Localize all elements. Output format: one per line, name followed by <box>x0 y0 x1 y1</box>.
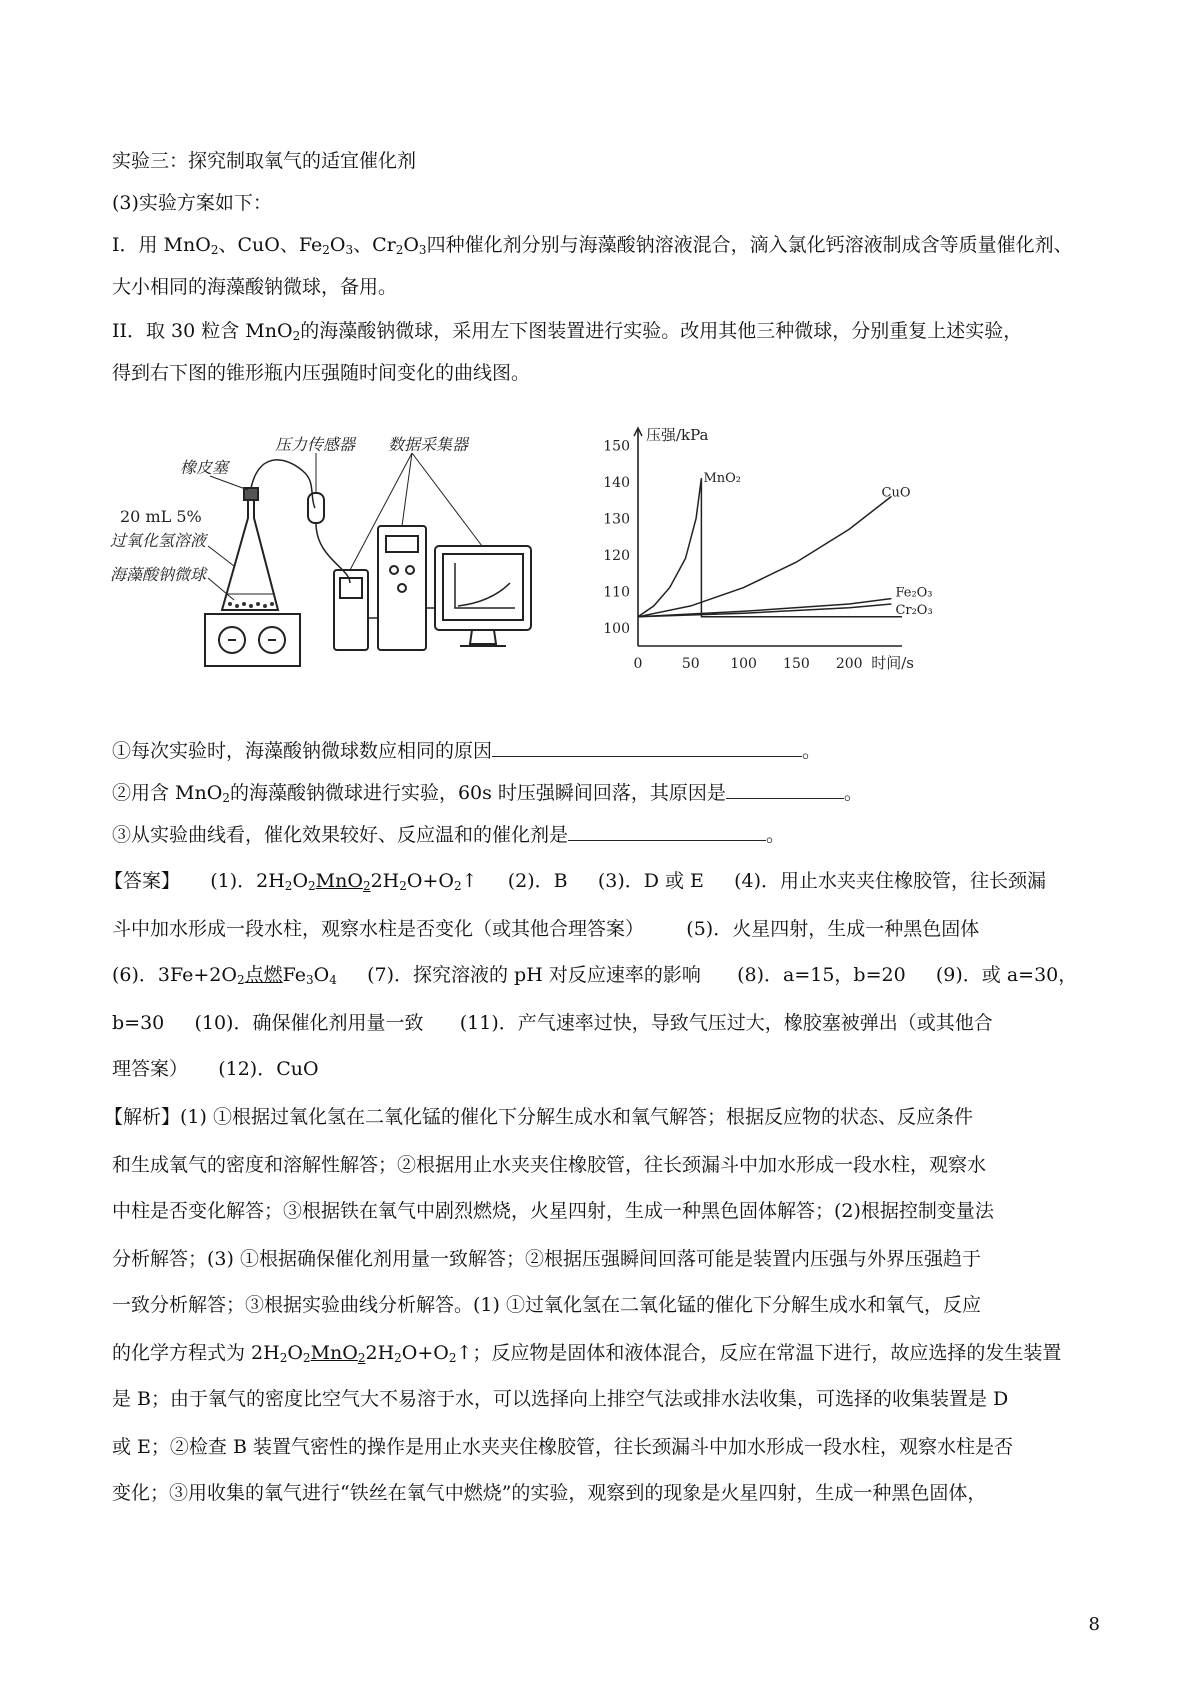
answer-blank-2[interactable] <box>726 780 844 799</box>
explanation-line-4: 分析解答；(3) ①根据确保催化剂用量一致解答；②根据压强瞬间回落可能是装置内压强与外界压强趋于 <box>112 1248 981 1270</box>
label-beads: 海藻酸钠微球 <box>110 565 207 584</box>
x-tick-label: 200 <box>835 656 863 672</box>
x-tick-label: 150 <box>783 656 810 672</box>
answer-line-2: 斗中加水形成一段水柱，观察水柱是否变化（或其他合理答案） (5)．火星四射，生成一种黑色固体 <box>112 918 980 940</box>
plan-intro: (3)实验方案如下： <box>112 192 272 214</box>
label-h2o2: 过氧化氢溶液 <box>110 531 207 550</box>
explanation-line-9: 变化；③用收集的氧气进行“铁丝在氧气中燃烧”的实验，观察到的现象是火星四射，生成一种黑色固体， <box>112 1482 987 1504</box>
x-tick-label: 0 <box>633 656 643 672</box>
label-data-collector: 数据采集器 <box>388 435 469 454</box>
x-axis-label: 时间/s <box>871 654 914 672</box>
x-tick-label: 100 <box>730 656 757 672</box>
plan-step-2-cont: 得到右下图的锥形瓶内压强随时间变化的曲线图。 <box>112 362 531 384</box>
y-tick-label: 140 <box>603 474 630 491</box>
answer-line-4: b=30 (10)．确保催化剂用量一致 (11)．产气速率过快，导致气压过大，橡胶塞被弹出（或其他合 <box>112 1012 993 1034</box>
label-pressure-sensor: 压力传感器 <box>275 435 356 454</box>
question-2: ②用含 MnO$_2$的海藻酸钠微球进行实验，60s 时压强瞬间回落，其原因是 。 <box>112 782 863 805</box>
series-line <box>638 496 891 616</box>
pressure-sensor <box>308 493 324 523</box>
apparatus-diagram <box>110 418 570 706</box>
x-tick-label: 50 <box>681 656 700 672</box>
section-heading: 实验三：探究制取氧气的适宜催化剂 <box>112 150 417 172</box>
y-tick-label: 130 <box>603 511 630 528</box>
explanation-line-5: 一致分析解答；③根据实验曲线分析解答。(1) ①过氧化氢在二氧化锰的催化下分解生成水和氧气，反应 <box>112 1294 981 1316</box>
question-3: ③从实验曲线看，催化效果较好、反应温和的催化剂是 。 <box>112 824 786 846</box>
plan-step-1: I．用 MnO$_2$、CuO、$Fe_2O_3$、$Cr_2O_3$四种催化剂分别与海藻酸钠溶液混合，滴入氯化钙溶液制成含等质量催化剂、 <box>112 234 1073 257</box>
explanation-line-7: 是 B；由于氧气的密度比空气大不易溶于水，可以选择向上排空气法或排水法收集，可选择的收集装置是 D <box>112 1388 1009 1410</box>
y-tick-label: 110 <box>603 584 630 601</box>
series-line <box>638 478 902 617</box>
conical-flask <box>222 498 278 610</box>
answer-blank-3[interactable] <box>568 822 766 841</box>
series-label: Fe₂O₃ <box>895 585 933 601</box>
plan-step-1-cont: 大小相同的海藻酸钠微球，备用。 <box>112 276 398 298</box>
computer-monitor <box>435 546 531 630</box>
answer-line-1: 【答案】 (1)．$2H_2O_2MnO_22H_2O+O_2↑$ (2)．B (3)．D 或 E (4)．用止水夹夹住橡胶管，往长颈漏 <box>104 870 1047 893</box>
answer-line-3: (6)．$3Fe+2O_2$点燃$Fe_3O_4$ (7)．探究溶液的 pH 对反应速率的影响 (8)．a=15，b=20 (9)．或 a=30， <box>112 964 1078 987</box>
y-tick-label: 100 <box>603 620 630 637</box>
answer-blank-1[interactable] <box>492 738 802 757</box>
y-axis-label: 压强/kPa <box>646 426 709 444</box>
series-label: MnO₂ <box>703 471 742 487</box>
explanation-line-1: 【解析】(1) ①根据过氧化氢在二氧化锰的催化下分解生成水和氧气解答；根据反应物的状态、反应条件 <box>104 1106 973 1128</box>
series-label: CuO <box>881 485 911 501</box>
page-number: 8 <box>1088 1614 1100 1635</box>
label-volume: 20 mL 5% <box>120 507 202 526</box>
plan-step-2: II．取 30 粒含 MnO$_2$的海藻酸钠微球，采用左下图装置进行实验。改用其他三种微球，分别重复上述实验， <box>112 320 1023 343</box>
explanation-line-3: 中柱是否变化解答；③根据铁在氧气中剧烈燃烧，火星四射，生成一种黑色固体解答；(2)根据控制变量法 <box>112 1200 994 1222</box>
explanation-line-6: 的化学方程式为 $2H_2O_2MnO_22H_2O+O_2↑$；反应物是固体和液体混合，反应在常温下进行，故应选择的发生装置 <box>112 1342 1062 1365</box>
pressure-time-chart <box>592 418 933 708</box>
label-rubber-stopper: 橡皮塞 <box>180 458 229 477</box>
y-tick-label: 120 <box>603 547 630 564</box>
y-tick-label: 150 <box>603 438 630 455</box>
answer-line-5: 理答案） (12)．CuO <box>112 1058 319 1080</box>
series-label: Cr₂O₃ <box>895 603 933 619</box>
explanation-line-8: 或 E；②检查 B 装置气密性的操作是用止水夹夹住橡胶管，往长颈漏斗中加水形成一段水柱，观察水柱是否 <box>112 1436 1013 1458</box>
question-1: ①每次实验时，海藻酸钠微球数应相同的原因 。 <box>112 740 822 762</box>
explanation-line-2: 和生成氧气的密度和溶解性解答；②根据用止水夹夹住橡胶管，往长颈漏斗中加水形成一段水柱，观察水 <box>112 1154 987 1176</box>
